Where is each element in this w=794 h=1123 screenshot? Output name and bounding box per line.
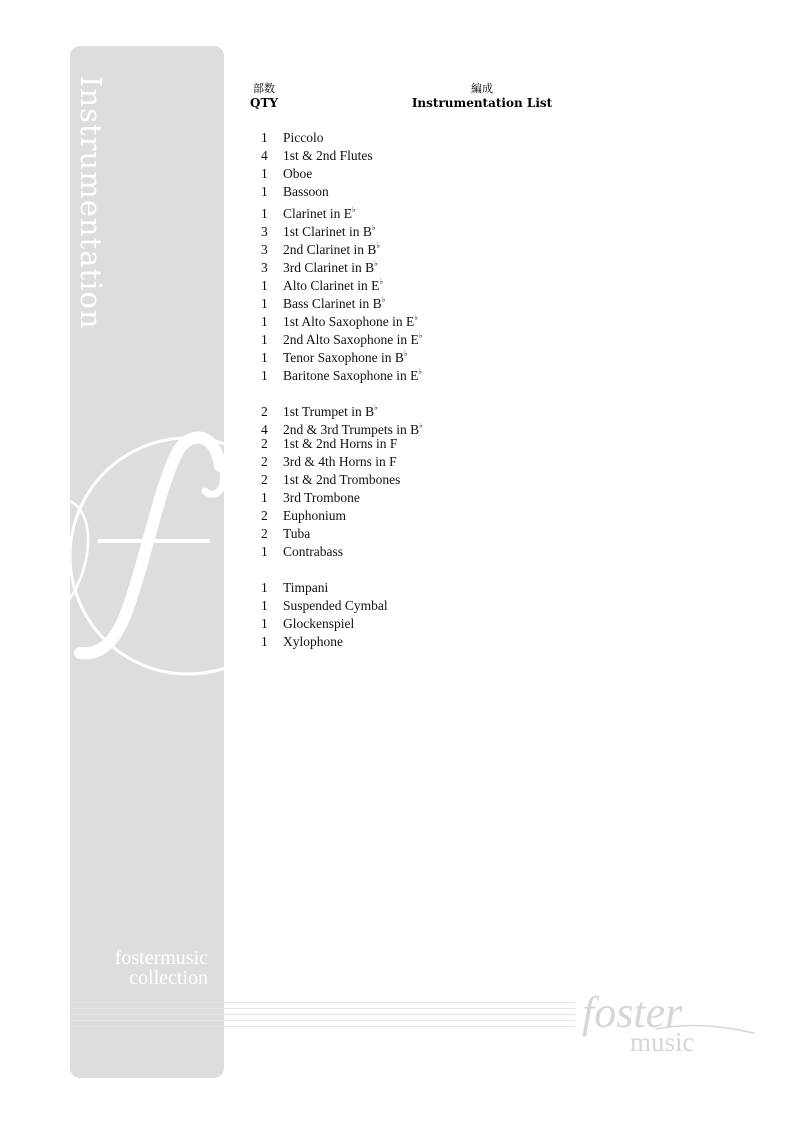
staff-line xyxy=(70,1026,575,1027)
instrument-name: 1st & 2nd Flutes xyxy=(283,148,373,163)
instrument-name: 3rd Trombone xyxy=(283,490,360,505)
instrument-name: Suspended Cymbal xyxy=(283,598,388,613)
instrument-qty: 1 xyxy=(261,278,268,293)
staff-line xyxy=(70,1002,575,1003)
instrument-qty: 1 xyxy=(261,490,268,505)
instrument-qty: 3 xyxy=(261,242,268,257)
list-header xyxy=(382,82,582,110)
instrument-name: 1st & 2nd Horns in F xyxy=(283,436,398,451)
instrument-group-woodwinds xyxy=(250,129,570,381)
instrument-qty: 1 xyxy=(261,544,268,559)
instrument-qty: 1 xyxy=(261,332,268,347)
instrument-qty: 1 xyxy=(261,368,268,383)
instrument-row xyxy=(250,579,570,597)
instrument-row xyxy=(250,507,570,525)
logo-music-text: music xyxy=(630,1027,695,1057)
instrument-row xyxy=(250,291,570,309)
instrument-row xyxy=(250,165,570,183)
instrument-row xyxy=(250,597,570,615)
instrument-name: Baritone Saxophone in E xyxy=(283,368,419,383)
logo-foster-text: foster xyxy=(582,988,683,1037)
instrument-row xyxy=(250,327,570,345)
instrument-row xyxy=(250,525,570,543)
instrument-name: 3rd & 4th Horns in F xyxy=(283,454,397,469)
instrumentation-list xyxy=(250,129,570,669)
instrument-qty: 1 xyxy=(261,598,268,613)
flat-sign: ♭ xyxy=(414,313,419,322)
flat-sign: ♭ xyxy=(379,277,384,286)
instrument-name: Bassoon xyxy=(283,184,329,199)
instrument-row xyxy=(250,201,570,219)
instrument-qty: 1 xyxy=(261,580,268,595)
instrument-qty: 1 xyxy=(261,296,268,311)
instrument-name: 2nd Clarinet in B xyxy=(283,242,377,257)
flat-sign: ♭ xyxy=(418,367,423,376)
sidebar-title-text: Instrumentation xyxy=(74,76,108,330)
instrument-row xyxy=(250,147,570,165)
instrument-qty: 2 xyxy=(261,454,268,469)
instrument-name: 1st Clarinet in B xyxy=(283,224,372,239)
staff-line xyxy=(70,1014,575,1015)
instrument-qty: 2 xyxy=(261,472,268,487)
instrument-group-percussion xyxy=(250,579,570,651)
instrument-name: 1st & 2nd Trombones xyxy=(283,472,401,487)
instrument-name: Oboe xyxy=(283,166,313,181)
instrument-qty: 4 xyxy=(261,148,268,163)
list-header-label: Instrumentation List xyxy=(411,96,553,110)
instrument-row xyxy=(250,399,570,417)
flat-sign: ♭ xyxy=(351,205,356,214)
instrument-name: Euphonium xyxy=(283,508,346,523)
instrument-name: Tuba xyxy=(283,526,311,541)
instrument-row xyxy=(250,237,570,255)
instrument-name: 2nd & 3rd Trumpets in B xyxy=(283,422,420,437)
qty-header xyxy=(234,82,294,110)
flat-sign: ♭ xyxy=(418,331,423,340)
instrument-qty: 2 xyxy=(261,508,268,523)
collection-line-2: collection xyxy=(129,967,208,989)
instrument-qty: 2 xyxy=(261,436,268,451)
instrument-name: Clarinet in E xyxy=(283,206,352,221)
instrument-name: Timpani xyxy=(283,580,329,595)
instrument-qty: 1 xyxy=(261,184,268,199)
flat-sign: ♭ xyxy=(376,241,381,250)
collection-line-1: fostermusic xyxy=(114,947,208,969)
instrument-qty: 2 xyxy=(261,526,268,541)
flat-sign: ♭ xyxy=(371,223,376,232)
staff-line xyxy=(70,1020,575,1021)
f-clef-logo-icon xyxy=(70,391,224,681)
instrument-row xyxy=(250,633,570,651)
instrument-qty: 1 xyxy=(261,166,268,181)
instrument-qty: 3 xyxy=(261,224,268,239)
instrument-row xyxy=(250,615,570,633)
collection-label xyxy=(115,948,208,988)
flat-sign: ♭ xyxy=(381,295,386,304)
instrument-qty: 1 xyxy=(261,350,268,365)
list-header-cjk: 編成 xyxy=(471,82,493,95)
instrument-qty: 2 xyxy=(261,404,268,419)
instrument-row xyxy=(250,129,570,147)
instrument-name: Xylophone xyxy=(283,634,343,649)
flat-sign: ♭ xyxy=(374,259,378,268)
sidebar-panel xyxy=(70,46,224,1078)
instrument-name: Tenor Saxophone in B xyxy=(283,350,404,365)
instrument-name: Contrabass xyxy=(283,544,343,559)
instrument-row xyxy=(250,183,570,201)
instrument-row xyxy=(250,219,570,237)
instrument-row xyxy=(250,309,570,327)
instrument-group-brass xyxy=(250,399,570,561)
instrument-name: 1st Trumpet in B xyxy=(283,404,375,419)
instrument-row xyxy=(250,417,570,435)
instrument-name: 3rd Clarinet in B xyxy=(283,260,375,275)
qty-header-cjk: 部数 xyxy=(253,82,275,95)
instrument-name: Alto Clarinet in E xyxy=(283,278,380,293)
instrument-row xyxy=(250,363,570,381)
qty-header-label: QTY xyxy=(250,96,278,110)
instrument-row xyxy=(250,489,570,507)
instrument-row xyxy=(250,255,570,273)
instrument-name: Bass Clarinet in B xyxy=(283,296,382,311)
instrument-row xyxy=(250,471,570,489)
instrument-row xyxy=(250,543,570,561)
instrument-name: 1st Alto Saxophone in E xyxy=(283,314,415,329)
instrument-name: Glockenspiel xyxy=(283,616,355,631)
instrument-name: 2nd Alto Saxophone in E xyxy=(283,332,419,347)
instrument-qty: 1 xyxy=(261,616,268,631)
instrument-qty: 1 xyxy=(261,314,268,329)
flat-sign: ♭ xyxy=(374,403,378,412)
flat-sign: ♭ xyxy=(403,349,408,358)
instrument-qty: 1 xyxy=(261,206,268,221)
instrument-qty: 4 xyxy=(261,422,268,437)
foster-music-logo xyxy=(578,985,758,1060)
instrument-qty: 1 xyxy=(261,130,268,145)
instrument-qty: 3 xyxy=(261,260,268,275)
instrument-qty: 1 xyxy=(261,634,268,649)
flat-sign: ♭ xyxy=(419,421,423,430)
staff-line xyxy=(70,1008,575,1009)
instrument-row xyxy=(250,273,570,291)
instrument-name: Piccolo xyxy=(283,130,324,145)
instrument-row xyxy=(250,453,570,471)
